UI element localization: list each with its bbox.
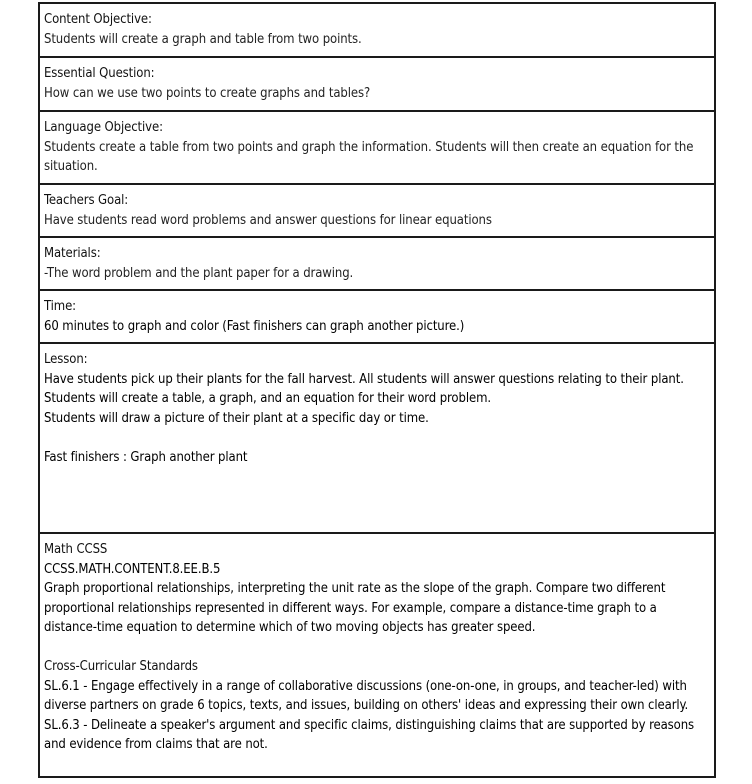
- time-text: 60 minutes to graph and color (Fast finishers can graph another picture.): [44, 318, 465, 334]
- materials-label: Materials:: [44, 246, 101, 261]
- content-objective-cell: [40, 4, 714, 56]
- lesson-cell: [40, 342, 714, 532]
- lesson-line: Students will draw a picture of their plant at a specific day or time.: [44, 410, 429, 426]
- ccss-code: CCSS.MATH.CONTENT.8.EE.B.5: [44, 561, 221, 577]
- standards-cell: [40, 532, 714, 776]
- lesson-line: Students will create a table, a graph, and an equation for their word problem.: [44, 391, 491, 406]
- lesson-label: Lesson:: [44, 352, 88, 367]
- language-objective-cell: [40, 110, 714, 183]
- language-objective-text: Students create a table from two points and graph the information. Students will then create an equation for the situation.: [44, 139, 697, 174]
- fast-finishers-text: Fast finishers : Graph another plant: [44, 449, 248, 465]
- math-ccss-label: Math CCSS: [44, 542, 108, 557]
- standard-sl-6-3: SL.6.3 - Delineate a speaker's argument and specific claims, distinguishing claims that are supported by reasons and evidence from claims that are not.: [44, 717, 698, 752]
- materials-text: -The word problem and the plant paper for a drawing.: [44, 265, 354, 281]
- materials-cell: [40, 236, 714, 289]
- teachers-goal-cell: [40, 183, 714, 236]
- ccss-description: Graph proportional relationships, interpreting the unit rate as the slope of the graph. Compare two different proportional relationships represented in different ways. For example, compare a distance-time graph to a distance-time equation to determine which of two moving objects has greater speed.: [44, 581, 669, 635]
- teachers-goal-text: Have students read word problems and answer questions for linear equations: [44, 212, 492, 228]
- lesson-line: Have students pick up their plants for the fall harvest. All students will answer questions relating to their plant.: [44, 371, 684, 387]
- blank-line: [44, 428, 710, 448]
- lesson-plan-table: [38, 2, 716, 778]
- essential-question-text: How can we use two points to create graphs and tables?: [44, 85, 371, 101]
- time-label: Time:: [44, 299, 77, 314]
- essential-question-label: Essential Question:: [44, 66, 155, 81]
- blank-line: [44, 638, 710, 658]
- content-objective-label: Content Objective:: [44, 12, 152, 27]
- cross-curricular-label: Cross-Curricular Standards: [44, 659, 198, 674]
- language-objective-label: Language Objective:: [44, 120, 163, 135]
- teachers-goal-label: Teachers Goal:: [44, 193, 129, 208]
- essential-question-cell: [40, 56, 714, 110]
- time-cell: [40, 289, 714, 342]
- standard-sl-6-1: SL.6.1 - Engage effectively in a range of collaborative discussions (one-on-one, in groups, and teacher-led) with diverse partners on grade 6 topics, texts, and issues, building on others' ideas and expressing their own clearly.: [44, 678, 691, 713]
- content-objective-text: Students will create a graph and table from two points.: [44, 31, 362, 47]
